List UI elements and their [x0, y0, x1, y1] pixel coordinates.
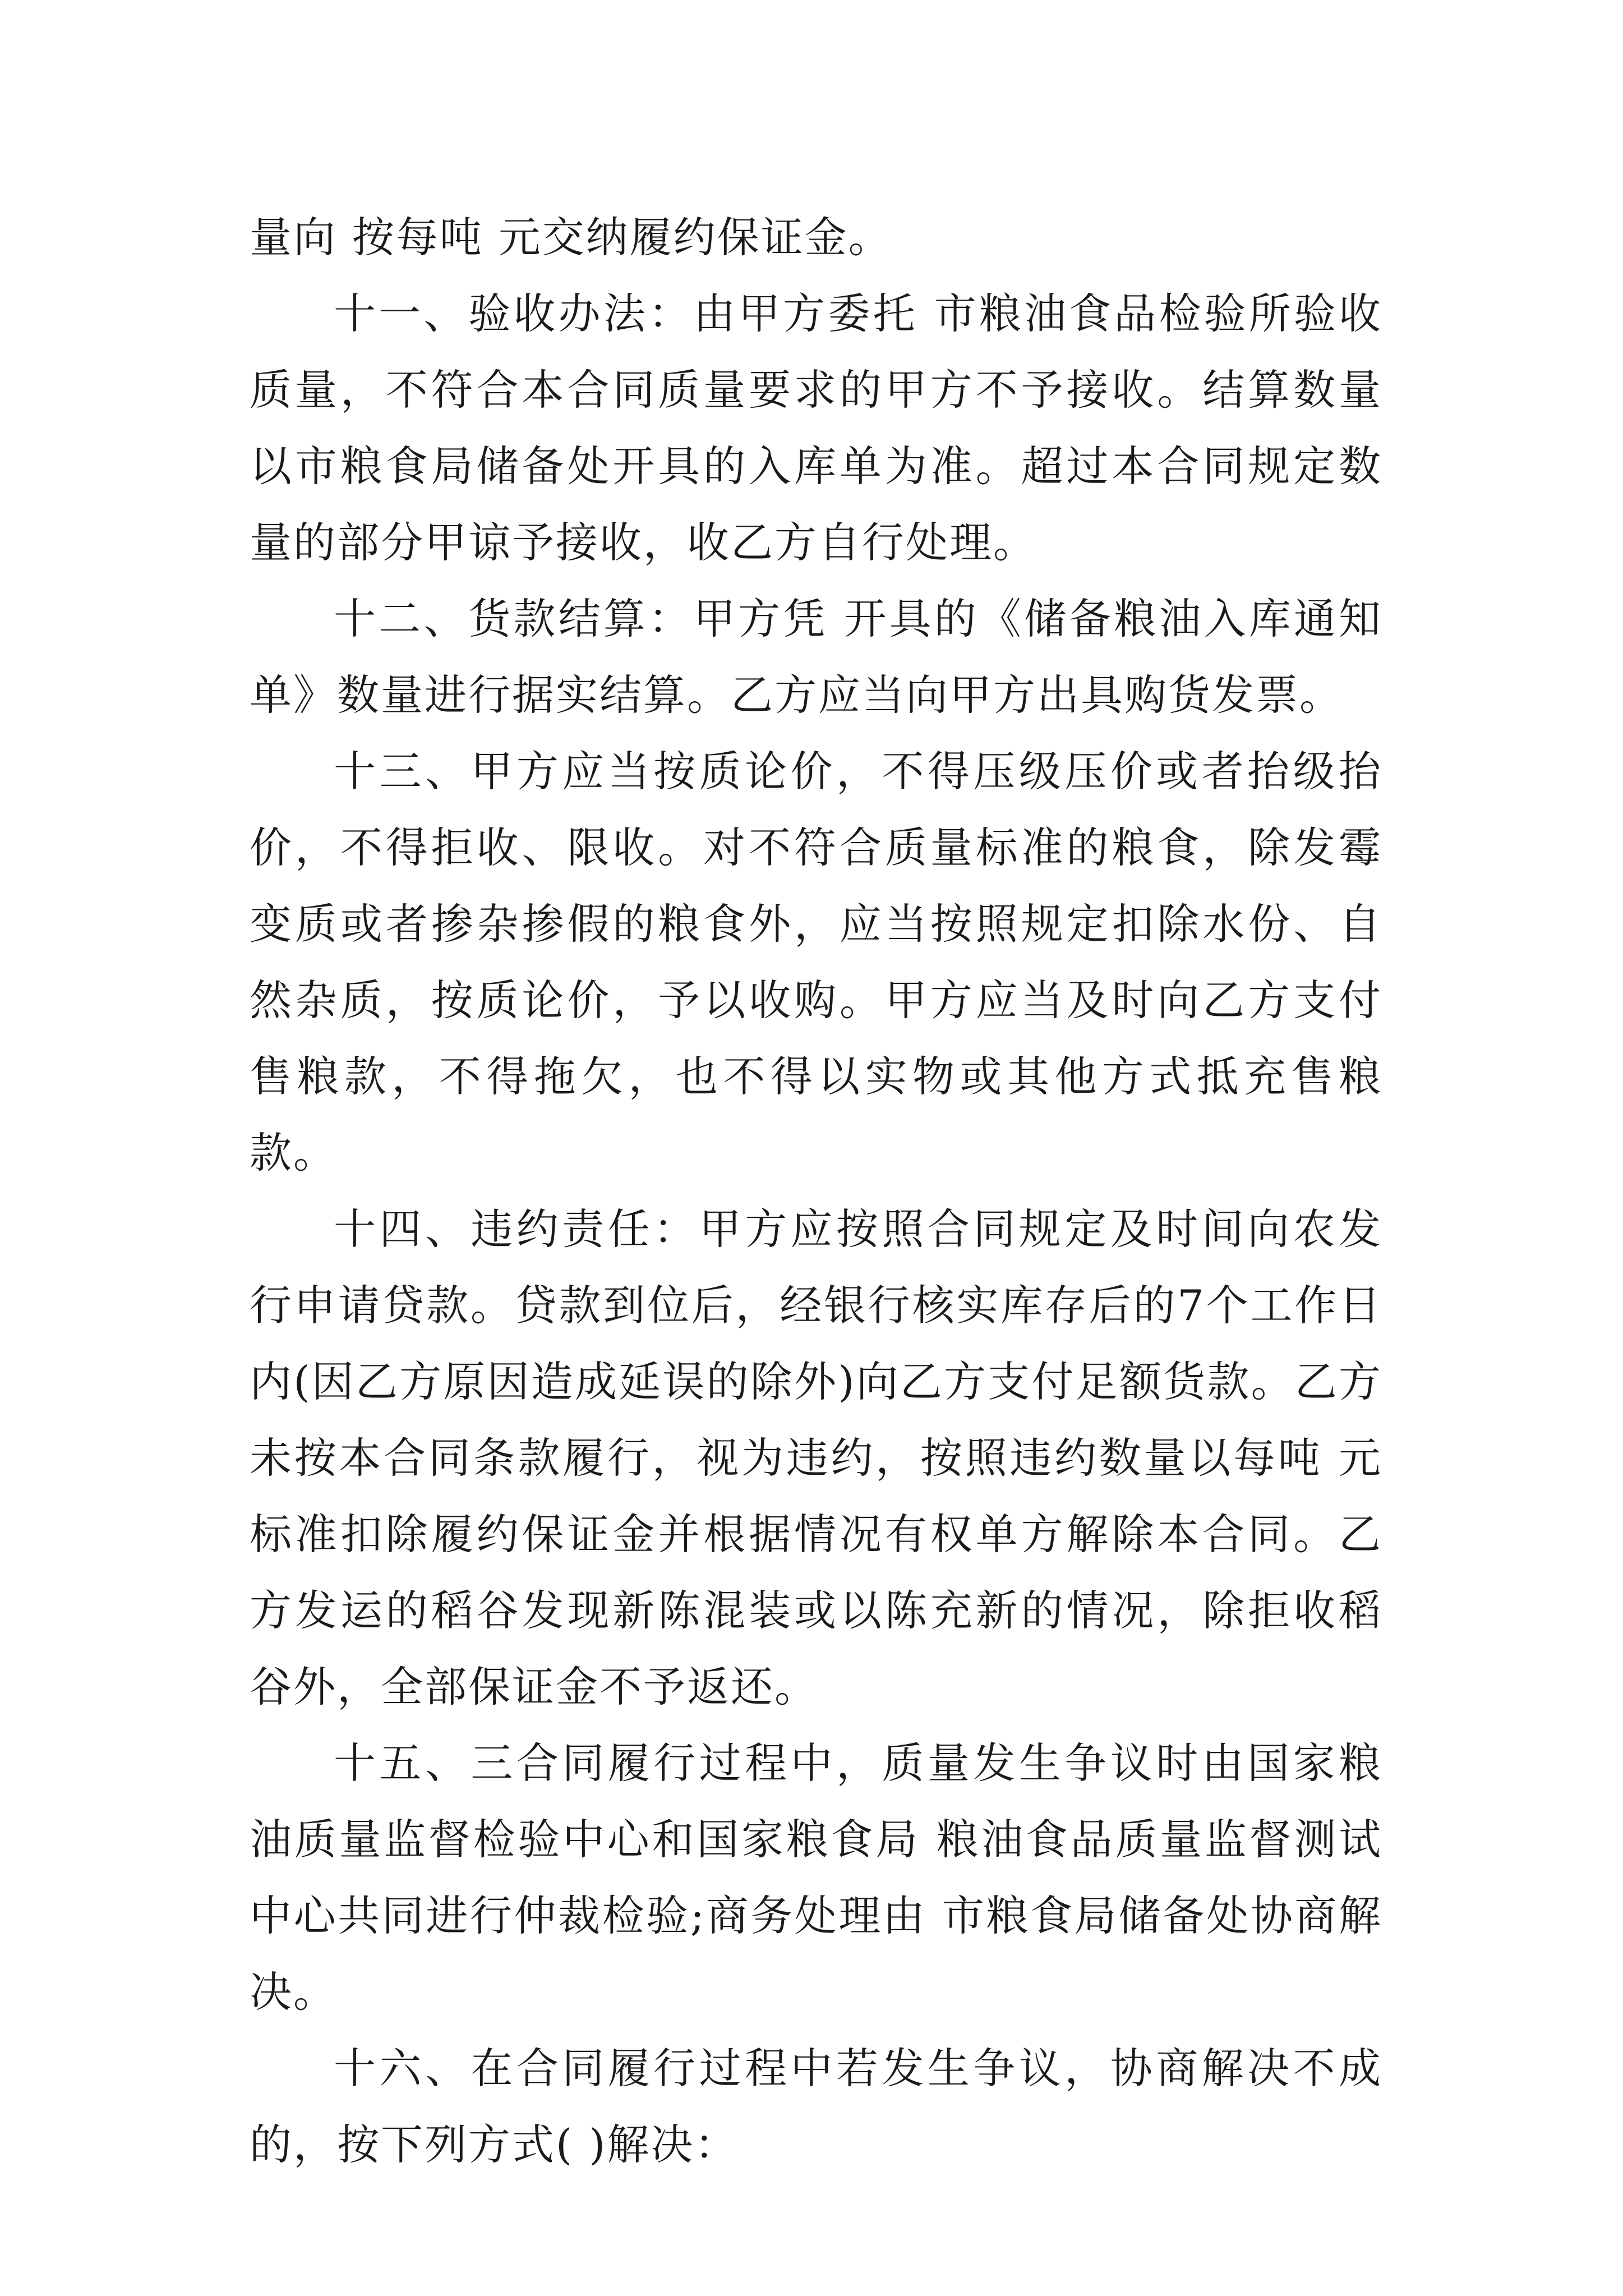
- paragraph-clause-14-liability: 十四、违约责任：甲方应按照合同规定及时间向农发行申请贷款。贷款到位后，经银行核实库存后的7个工作日内(因乙方原因造成延误的除外)向乙方支付足额货款。乙方未按本合同条款履行，视为违约，按照违约数量以每吨 元标准扣除履约保证金并根据情况有权单方解除本合同。乙方发运的稻谷发现新陈混装或以陈充新的情况，除拒收稻谷外，全部保证金不予返还。: [250, 1204, 1382, 1711]
- paragraph-clause-16-disputes: 十六、在合同履行过程中若发生争议，协商解决不成的，按下列方式( )解决：: [250, 2044, 1382, 2169]
- paragraph-clause-12-payment: 十二、货款结算：甲方凭 开具的《储备粮油入库通知单》数量进行据实结算。乙方应当向甲方出具购货发票。: [250, 594, 1382, 720]
- paragraph-continuation: 量向 按每吨 元交纳履约保证金。: [250, 213, 892, 262]
- paragraph-clause-13-pricing: 十三、甲方应当按质论价，不得压级压价或者抬级抬价，不得拒收、限收。对不符合质量标准的粮食，除发霉变质或者掺杂掺假的粮食外，应当按照规定扣除水份、自然杂质，按质论价，予以收购。甲方应当及时向乙方支付售粮款，不得拖欠，也不得以实物或其他方式抵充售粮款。: [250, 747, 1382, 1177]
- paragraph-clause-15-arbitration: 十五、三合同履行过程中，质量发生争议时由国家粮油质量监督检验中心和国家粮食局 粮油食品质量监督测试中心共同进行仲裁检验;商务处理由 市粮食局储备处协商解决。: [250, 1738, 1382, 2017]
- document-body: [250, 199, 1382, 2183]
- paragraph-clause-11-acceptance: 十一、验收办法：由甲方委托 市粮油食品检验所验收质量，不符合本合同质量要求的甲方不予接收。结算数量以市粮食局储备处开具的入库单为准。超过本合同规定数量的部分甲谅予接收，收乙方自行处理。: [250, 289, 1382, 567]
